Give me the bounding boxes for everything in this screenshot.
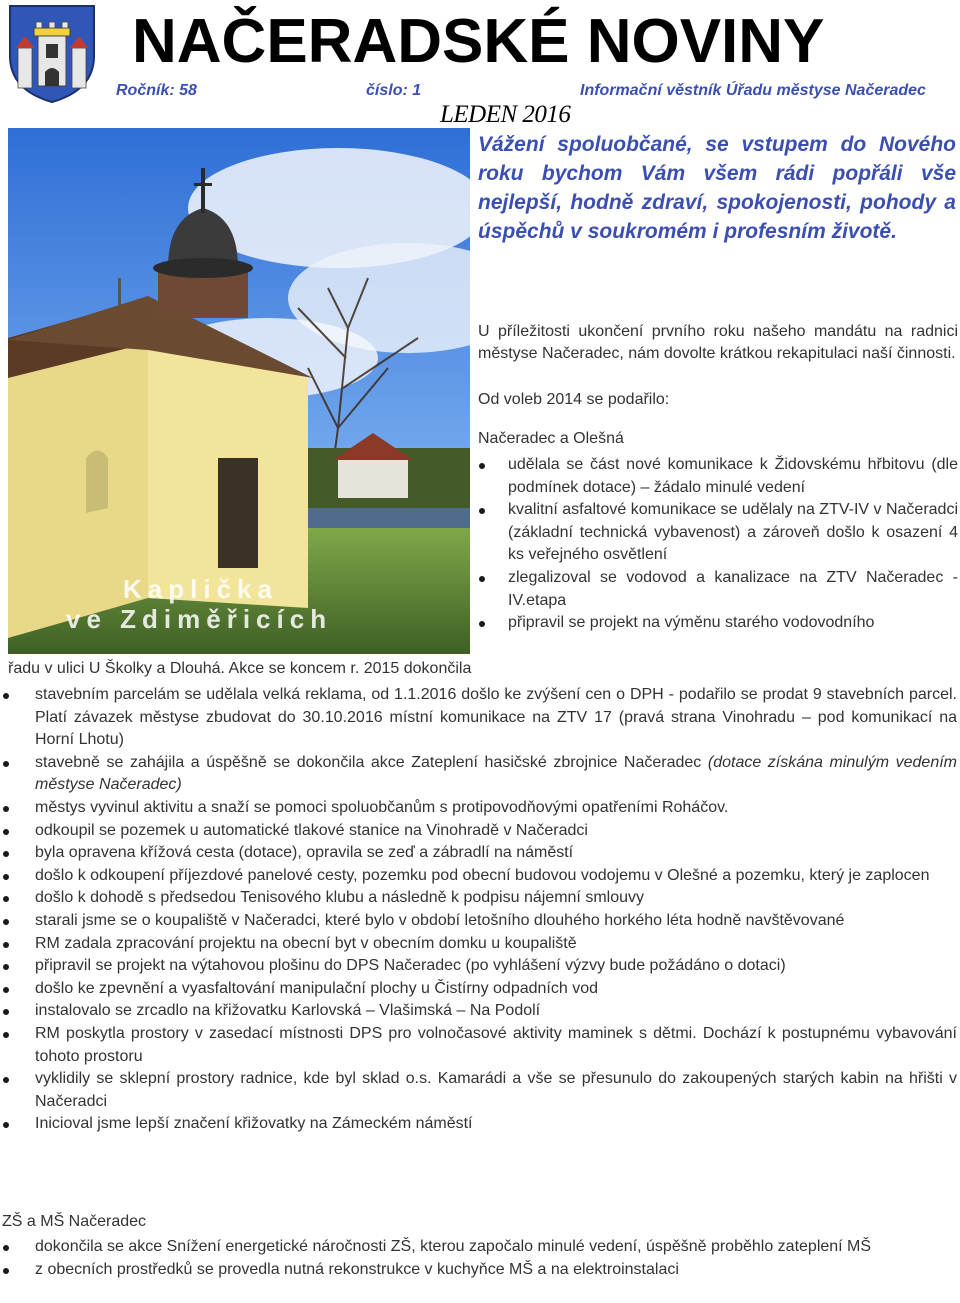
achievements-list-lower [0,684,960,1136]
chapel-photo [8,128,470,654]
list-item: byla opravena křížová cesta (dotace), opravila se zeď a zábradlí na náměstí [0,842,960,865]
fire-station-note: (dotace získána minulým vedením městyse Načeradec) [35,753,957,794]
achievements-list-upper [478,454,958,635]
list-item: připravil se projekt na výtahovou plošinu do DPS Načeradec (po vyhlášení výzvy bude požádáno o dotaci) [0,955,960,978]
fire-station-text: stavebně se zahájila a úspěšně se dokončila akce Zateplení hasičské zbrojnice Načeradec [35,753,708,771]
volume-label: Ročník: 58 [116,82,197,99]
list-item: došlo ke zpevnění a vyasfaltování manipulační plochy u Čistírny odpadních vod [0,978,960,1001]
photo-caption-line1: Kaplička [123,574,278,604]
list-item: z obecních prostředků se provedla nutná rekonstrukce v kuchyňce MŠ a na elektroinstalaci [0,1259,960,1282]
list-item: RM poskytla prostory v zasedací místnosti DPS pro volnočasové aktivity maminek s dětmi. Dochází k postupnému vybavování tohoto prostoru [0,1023,960,1068]
list-item: Inicioval jsme lepší značení křižovatky na Zámeckém náměstí [0,1113,960,1136]
list-item: instalovalo se zrcadlo na křižovatku Karlovská – Vlašimská – Na Podolí [0,1000,960,1023]
list-item: připravil se projekt na výměnu starého vodovodního [478,612,958,635]
school-list [0,1236,960,1281]
list-item: vyklidily se sklepní prostory radnice, kde byl sklad o.s. Kamarádi a vše se přesunulo do zakoupených starých kabin na hřišti v Načeradci [0,1068,960,1113]
masthead-title: NAČERADSKÉ NOVINY [132,7,825,76]
list-item: městys vyvinul aktivitu a snaží se pomoci spoluobčanům s protipovodňovými opatřeními Roháčov. [0,797,960,820]
list-item: došlo k odkoupení příjezdové panelové cesty, pozemku pod obecní budovou vodojemu v Olešné a pozemku, který je zaplocen [0,865,960,888]
list-item: stavebním parcelám se udělala velká reklama, od 1.1.2016 došlo ke zvýšení cen o DPH - podařilo se prodat 9 stavebních parcel. Platí závazek městyse zbudovat do 30.10.2016 místní komunikace na ZTV 17 (pravá strana Vinohradu – pod komunikací na Horní Lhotu) [0,684,960,752]
publisher-label: Informační věstník Úřadu městyse Načeradec [580,82,926,99]
list-item-continuation: řadu v ulici U Školky a Dlouhá. Akce se koncem r. 2015 dokončila [8,660,472,677]
section-heading-school: ZŠ a MŠ Načeradec [2,1213,147,1230]
list-item: RM zadala zpracování projektu na obecní byt v obecním domku u koupaliště [0,933,960,956]
section-heading-naceradec: Načeradec a Olešná [478,430,624,447]
intro-paragraph: U příležitosti ukončení prvního roku našeho mandátu na radnici městyse Načeradec, nám dovolte krátkou rekapitulaci naší činnosti. [478,323,958,362]
list-item: zlegalizoval se vodovod a kanalizace na ZTV Načeradec - IV.etapa [478,567,958,612]
list-item: udělala se část nové komunikace k Židovskému hřbitovu (dle podmínek dotace) – žádalo minulé vedení [478,454,958,499]
town-crest-logo [8,4,96,104]
since-elections-line: Od voleb 2014 se podařilo: [478,391,670,408]
issue-number: číslo: 1 [366,82,422,99]
list-item: kvalitní asfaltové komunikace se udělaly na ZTV-IV v Načeradci (základní technická vybavenost) a zároveň došlo k osazení 4 ks veřejného osvětlení [478,499,958,567]
list-item: starali jsme se o koupaliště v Načeradci, které bylo v období letošního dlouhého horkého léta hodně navštěvované [0,910,960,933]
list-item: odkoupil se pozemek u automatické tlakové stanice na Vinohradě v Načeradci [0,820,960,843]
list-item-fire-station [0,752,960,797]
photo-caption-line2: ve Zdiměřicích [66,604,333,634]
greeting-text: Vážení spoluobčané, se vstupem do Nového roku bychom Vám všem rádi popřáli vše nejlepší, hodně zdraví, spokojenosti, pohody a úspěchů v soukromém i profesním životě. [478,133,956,243]
issue-month: LEDEN 2016 [440,101,571,128]
list-item: dokončila se akce Snížení energetické náročnosti ZŠ, kterou započalo minulé vedení, úspěšně proběhlo zateplení MŠ [0,1236,960,1259]
list-item: došlo k dohodě s předsedou Tenisového klubu a následně k podpisu nájemní smlouvy [0,887,960,910]
